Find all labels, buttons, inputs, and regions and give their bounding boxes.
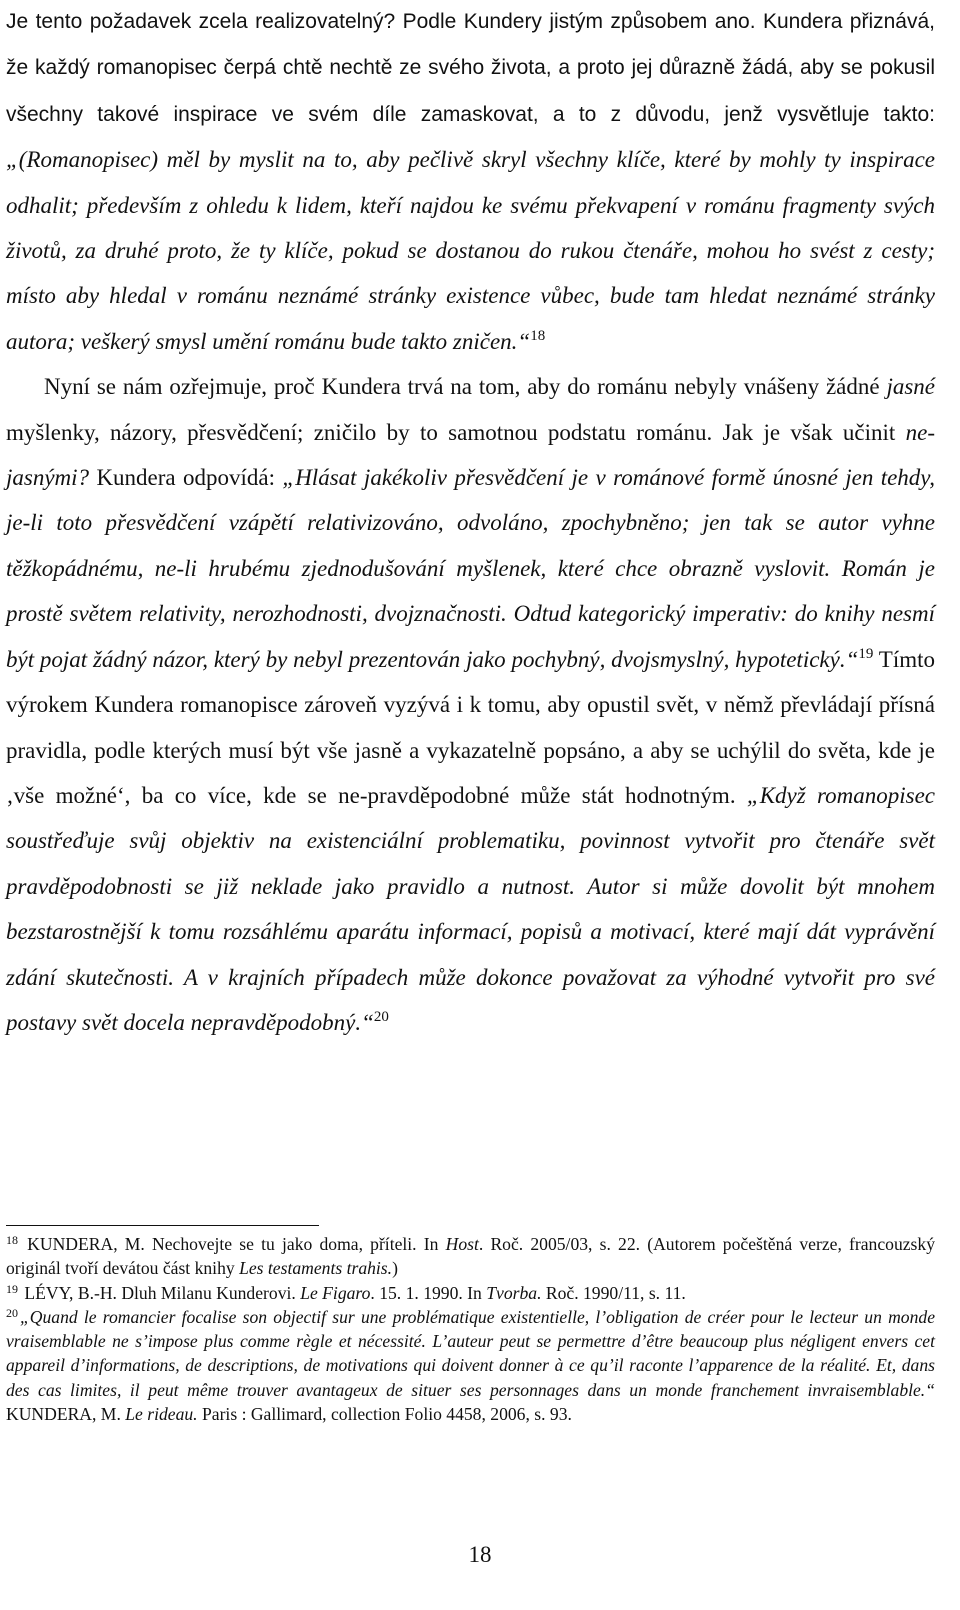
paragraph-1: [6, 0, 935, 364]
footnote-19: [6, 1281, 935, 1305]
paragraph-2-text-d: Tímto výrokem Kundera romanopisce zároveň vyzývá i k tomu, aby opustil svět, v němž převládají přísná pravidla, podle kterých musí být vše jasně a vykazatelně popsáno, a aby se uchýlil do světa, kde je ‚vše možné‘, ba co více, kde se ne-pravděpodobné může stát hodnotným.: [6, 646, 935, 808]
footnote-19-text-b: . 15. 1. 1990. In: [370, 1282, 487, 1303]
footnote-18: [6, 1232, 935, 1281]
footnote-19-journal: Tvorba.: [486, 1282, 542, 1303]
page-number: 18: [468, 1542, 492, 1567]
footnote-20-text-b: Paris : Gallimard, collection Folio 4458, 2006, s. 93.: [197, 1404, 572, 1425]
footnote-number-20: 20: [6, 1305, 18, 1320]
footnote-number-18: 18: [6, 1233, 18, 1247]
footnote-number-19: 19: [6, 1281, 18, 1296]
footnote-ref-19: 19: [858, 645, 874, 662]
footnote-18-journal: Host: [445, 1234, 479, 1254]
footnote-18-text-a: KUNDERA, M. Nechovejte se tu jako doma, příteli. In: [20, 1234, 446, 1254]
footnote-ref-20: 20: [373, 1008, 389, 1025]
footnote-19-text-c: Roč. 1990/11, s. 11.: [541, 1282, 686, 1303]
quote-romanopisec-objektiv: „Když romanopisec soustřeďuje svůj objektiv na existenciální problematiku, povinnost vytvořit pro čtenáře svět pravděpodobnosti se již neklade jako pravidlo a nutnost. Autor si může dovolit být mnohem bezstarostnější k tomu rozsáhlému aparátu informací, popisů a motivací, které mají dát vyprávění zdání skutečnosti. A v krajních případech může dokonce považovat za výhodné vytvořit pro své postavy svět docela nepravděpodobný.“: [6, 782, 935, 1035]
paragraph-2: [6, 364, 935, 1045]
paragraph-2-text-a: Nyní se nám ozřejmuje, proč Kundera trvá na tom, aby do románu nebyly vnášeny žádné: [44, 374, 887, 400]
footnotes: [6, 1232, 935, 1426]
footnote-20: [6, 1305, 935, 1426]
footnote-separator: [6, 1225, 319, 1226]
footnote-18-text-c: ): [392, 1258, 398, 1279]
quote-hlasat: „Hlásat jakékoliv přesvědčení je v románové formě únosné jen tehdy, je-li toto přesvědčení vzápětí relativizováno, odvoláno, zpochybněno; jen tak se autor vyhne těžkopádnému, ne-li hrubému zjednodušování myšlenek, které chce obrazně vyslovit. Román je prostě světem relativity, nerozhodnosti, dvojznačnosti. Odtud kategorický imperativ: do knihy nesmí být pojat žádný názor, který by nebyl prezentován jako pochybný, dvojsmyslný, hypotetický.“: [6, 465, 935, 672]
footnote-19-newspaper: Le Figaro: [300, 1282, 371, 1303]
footnote-18-text-b: . Roč. 2005/03, s. 22. (Autorem počeštěná verze, francouzský originál tvoří devátou část knihy: [6, 1234, 935, 1279]
footnote-18-book: Les testaments trahis.: [239, 1258, 393, 1279]
footnote-19-text-a: LÉVY, B.-H. Dluh Milanu Kunderovi.: [20, 1282, 301, 1303]
footnote-20-book: Le rideau.: [125, 1404, 198, 1425]
body-text: [6, 0, 935, 1045]
paragraph-2-text-b: myšlenky, názory, přesvědčení; zničilo by to samotnou podstatu románu. Jak je však učinit: [6, 419, 906, 445]
footnote-20-text-a: KUNDERA, M.: [6, 1404, 126, 1425]
emphasis-jasne: jasné: [886, 374, 935, 400]
emphasis-ne-jasnymi: ne-jasnými?: [6, 419, 935, 491]
footnote-ref-18: 18: [530, 327, 546, 344]
paragraph-2-text-c: Kundera odpovídá:: [89, 465, 283, 491]
footnote-20-quote: „Quand le romancier focalise son objectif sur une problématique existentielle, l’obligation de créer pour le lecteur un monde vraisemblable ne s’impose plus comme règle et nécessité. L’auteur peut se permettre d’être beaucoup plus négligent envers cet appareil d’informations, de descriptions, de motivations qui doivent donner à ce qu’il raconte l’apparence de la réalité. Et, dans des cas limites, il peut même trouver avantageux de situer ses personnages dans un monde franchement invraisemblable.“: [6, 1306, 935, 1400]
paragraph-1-text: Je tento požadavek zcela realizovatelný? Podle Kundery jistým způsobem ano. Kundera přiznává, že každý romanopisec čerpá chtě nechtě ze svého života, a proto jej důrazně žádá, aby se pokusil všechny takové inspirace ve svém díle zamaskovat, a to z důvodu, jenž vysvětluje takto:: [6, 10, 935, 126]
quote-romanopisec: „(Romanopisec) měl by myslit na to, aby pečlivě skryl všechny klíče, které by mohly ty inspirace odhalit; především z ohledu k lidem, kteří najdou ke svému překvapení v románu fragmenty svých životů, za druhé proto, že ty klíče, pokud se dostanou do rukou čtenáře, mohou ho svést z cesty; místo aby hledal v románu neznámé stránky existence vůbec, bude tam hledat neznámé stránky autora; veškerý smysl umění románu bude takto zničen.“: [6, 147, 935, 354]
